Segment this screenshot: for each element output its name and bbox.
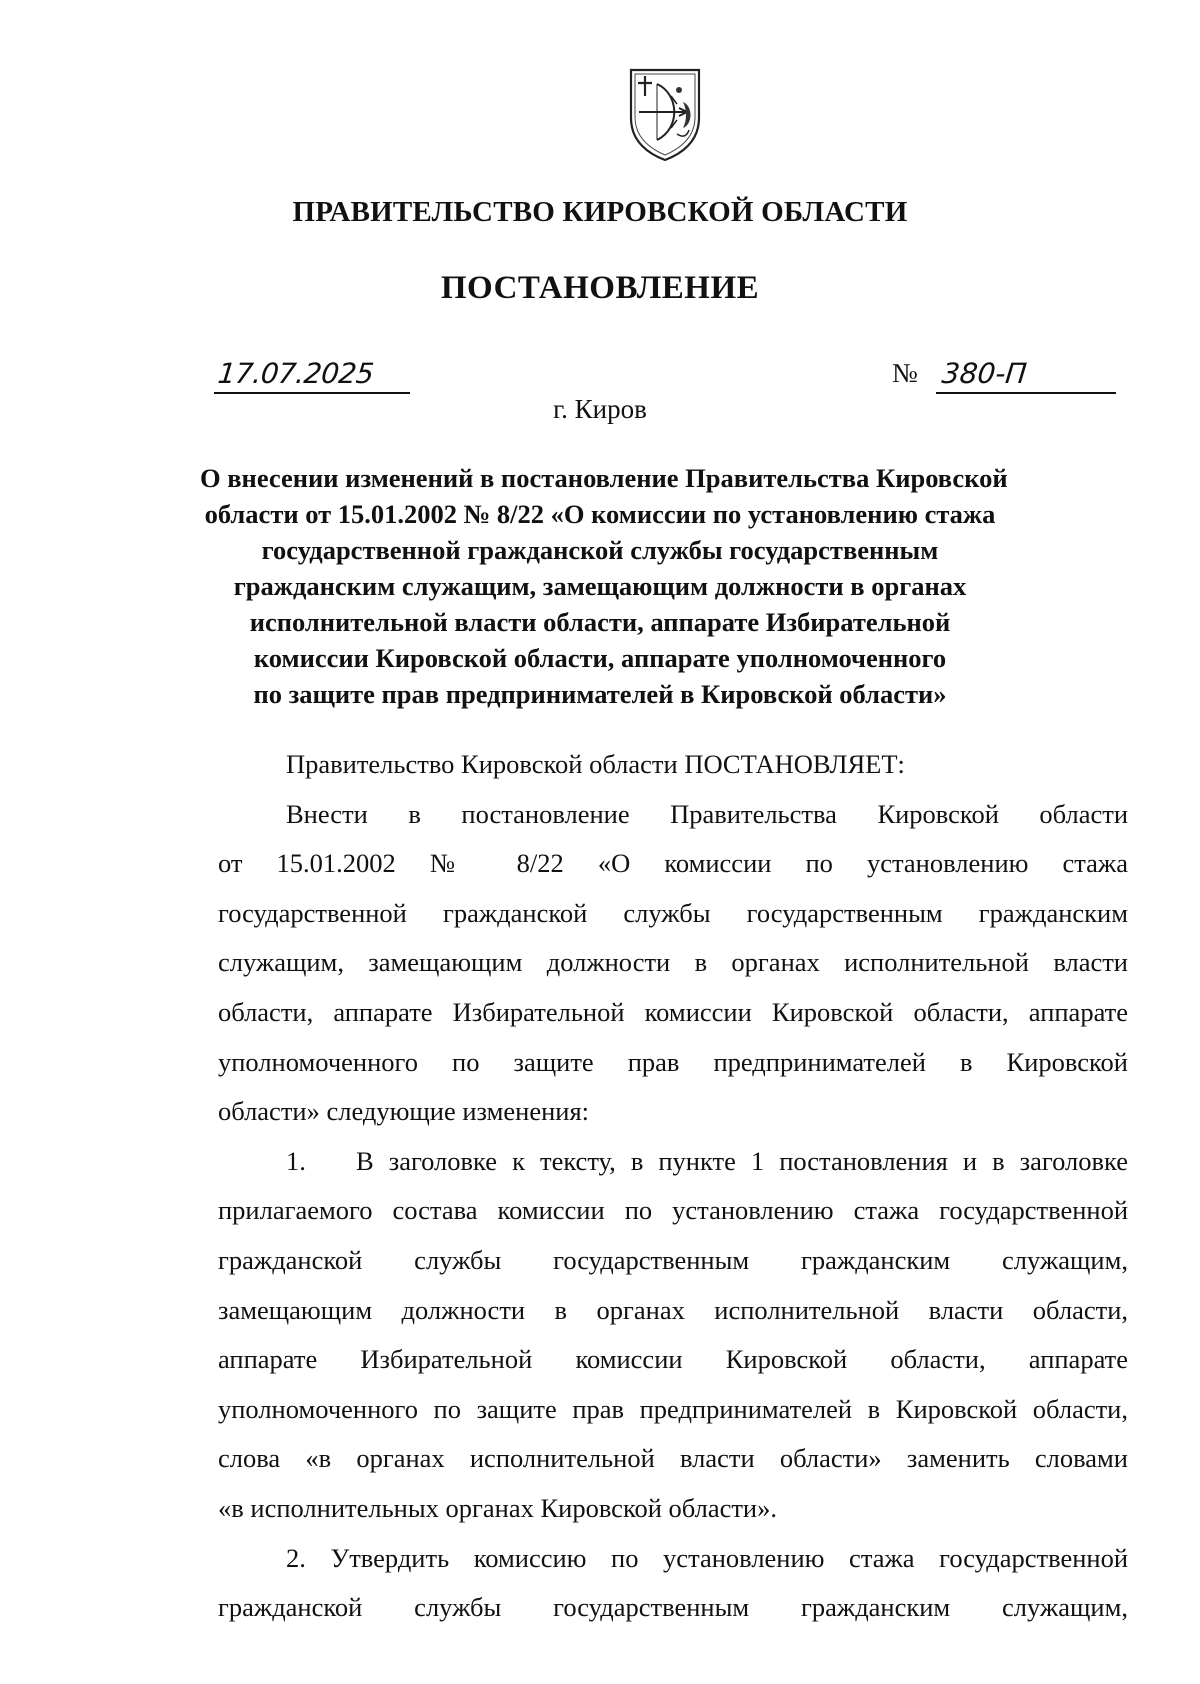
government-title: ПРАВИТЕЛЬСТВО КИРОВСКОЙ ОБЛАСТИ [292,196,908,228]
number-sign: № [892,358,918,388]
body-line: аппарате Избирательной комиссии Кировской области, аппарате [218,1344,1128,1375]
item-1-first-line [218,1137,1128,1187]
body-line: Внести в постановление Правительства Кировской области [286,798,1128,829]
resolution-heading [200,460,1008,712]
body-line: уполномоченного по защите прав предпринимателей в Кировской области, [218,1393,1128,1424]
handwritten-date: 17.07.2025 [216,357,376,390]
heading-line: комиссии Кировской области, аппарате уполномоченного [253,643,947,673]
body-line-text: В заголовке к тексту, в пункте 1 постановления и в заголовке [356,1145,1128,1176]
heading-line: по защите прав предпринимателей в Кировской области» [253,679,947,709]
body-line: уполномоченного по защите прав предпринимателей в Кировской [218,1046,1128,1077]
body-line: «в исполнительных органах Кировской области». [218,1492,777,1523]
heading-line: исполнительной власти области, аппарате Избирательной [249,607,951,637]
body-line: слова «в органах исполнительной власти области» заменить словами [218,1443,1128,1474]
heading-line: государственной гражданской службы государственным [261,535,939,565]
resolution-intro: Правительство Кировской области ПОСТАНОВЛЯЕТ: [286,749,905,779]
handwritten-number: 380-П [940,357,1029,390]
item-1 [218,1137,1128,1534]
body-line: от 15.01.2002 № 8/22 «О комиссии по установлению стажа [218,848,1128,879]
heading-line: области от 15.01.2002 № 8/22 «О комиссии по установлению стажа [204,499,996,529]
body-line: служащим, замещающим должности в органах исполнительной власти [218,947,1128,978]
document-type-title: ПОСТАНОВЛЕНИЕ [440,270,760,306]
heading-line: О внесении изменений в постановление Правительства Кировской [200,463,1008,493]
body-line: области, аппарате Избирательной комиссии Кировской области, аппарате [218,996,1128,1027]
heading-line: гражданским служащим, замещающим должности в органах [233,571,967,601]
number-field [936,356,1116,394]
item-2 [218,1534,1128,1633]
date-field [214,358,410,394]
body-line: государственной гражданской службы государственным гражданским [218,897,1128,928]
paragraph-amendment [218,790,1128,1137]
body-line: замещающим должности в органах исполнительной власти области, [218,1294,1128,1325]
body-line: прилагаемого состава комиссии по установлению стажа государственной [218,1195,1128,1226]
item-number: 1. [286,1145,306,1176]
city-line: г. Киров [553,394,647,424]
body-line: области» следующие изменения: [218,1096,590,1127]
kirov-coat-of-arms-emblem [627,66,703,162]
body-line: 2. Утвердить комиссию по установлению стажа государственной [286,1542,1128,1573]
body-line: гражданской службы государственным гражданским служащим, [218,1244,1128,1275]
body-line: гражданской службы государственным гражданским служащим, [218,1592,1128,1623]
document-body [218,740,1128,1633]
